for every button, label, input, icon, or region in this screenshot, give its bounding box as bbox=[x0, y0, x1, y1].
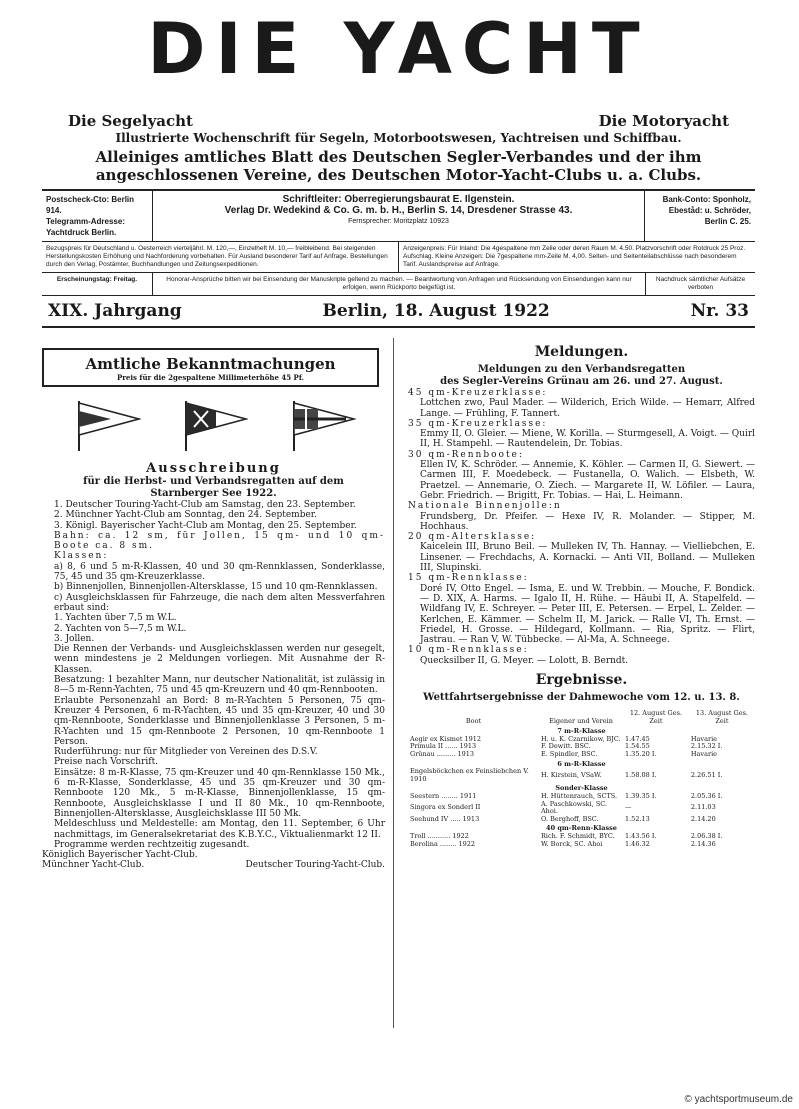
class-item: 3. Jollen. bbox=[54, 633, 95, 644]
bank-info bbox=[645, 191, 755, 241]
phone-line: Fernsprecher: Moritzplatz 10923 bbox=[348, 218, 449, 225]
results-heading: Ergebnisse. bbox=[535, 672, 628, 689]
postal-line: Telegramm-Adresse: bbox=[46, 217, 125, 226]
boat-cell: Primula II ...... 1913 bbox=[410, 742, 477, 751]
classes-heading: Klassen: bbox=[54, 551, 109, 562]
owner-cell: F. Dewitt. BSC. bbox=[540, 742, 591, 751]
col-boat: Boot bbox=[465, 716, 482, 725]
entry-class-heading: 30 qm-Rennboote: bbox=[408, 449, 524, 460]
time-aug12-cell: 1.43.56 I. bbox=[624, 831, 657, 840]
time-aug13-cell: 2.14.20 bbox=[690, 814, 716, 823]
time-aug13-cell: 2.06.38 I. bbox=[690, 831, 723, 840]
table-row bbox=[408, 768, 755, 783]
boat-cell: Singora ex Sonderl II bbox=[410, 803, 481, 812]
class-item: c) Ausgleichsklassen für Fahrzeuge, die nach dem alten Messverfahren erbaut sind: bbox=[54, 592, 385, 613]
time-aug13-cell: 2.05.36 I. bbox=[690, 791, 723, 800]
entries-heading: Meldungen. bbox=[534, 344, 629, 360]
signature-myc: Münchner Yacht-Club. bbox=[42, 860, 145, 871]
postal-line: Yachtdruck Berlin. bbox=[46, 228, 117, 237]
boat-cell: Aegir ex Kismet 1912 bbox=[410, 734, 482, 743]
crew-paragraph: Besatzung: 1 bezahlter Mann, nur deutscher Nationalität, ist zulässig in 8—5 m-Renn-Yachten, 75 und 45 qm-Kreuzern und 40 qm-Rennbooten. bbox=[54, 675, 385, 696]
issue-bar bbox=[42, 296, 755, 328]
issue-date: Berlin, 18. August 1922 bbox=[322, 301, 550, 321]
time-aug12-cell: 1.58.08 I. bbox=[624, 770, 657, 779]
watermark: © yachtsportmuseum.de bbox=[684, 1094, 793, 1105]
club-pennant-2-icon bbox=[178, 399, 248, 451]
table-row bbox=[408, 816, 755, 824]
entry-list: Ellen IV, K. Schröder. — Annemie, K. Köhler. — Carmen II, G. Siewert. — Carmen III, F. Moedebeck. — Fustanella, O. Walich. — Elsbeth, W. Praetzel. — Annemarie, O. Ziech. — Margarete II, W. Löfiler. — Laura, Gebr. Friedrich. — Brigitt, Fr. Tobias. — Hai, L. Heimann. bbox=[420, 460, 755, 501]
time-aug13-cell: 2.14.36 bbox=[690, 839, 716, 848]
postal-line: Postscheck-Cto: Berlin 914. bbox=[46, 195, 135, 215]
boat-cell: Troll ........... 1922 bbox=[410, 831, 469, 840]
table-row bbox=[408, 841, 755, 849]
subscription-price: Bezugspreis für Deutschland u. Oesterreich vierteljährl. M. 120,—, Einzelheft M. 10,— freibleibend. Bei steigenden Herstellungskosten Erhöhung und Nachforderung vorbehalten. Für Ausland besonderer Tarif auf Anfrage. Bestellungen durch den Verlag, Postämter, Buchhandlungen und Zeitungsexpeditionen. bbox=[46, 245, 388, 268]
regatta-item: 2. Münchner Yacht-Club am Sonntag, den 24. September. bbox=[54, 510, 317, 521]
club-pennant-3-icon bbox=[286, 399, 356, 451]
time-aug12-cell: 1.39.35 I. bbox=[624, 791, 657, 800]
entries-body bbox=[408, 388, 755, 666]
owner-cell: H. u. K. Czarnikow, BJC. bbox=[540, 734, 621, 743]
table-row bbox=[408, 801, 755, 816]
official-notices-box bbox=[42, 348, 379, 387]
steering-paragraph: Ruderführung: nur für Mitglieder von Vereinen des D.S.V. bbox=[54, 747, 318, 758]
owner-cell: W. Borck, SC. Ahoi bbox=[540, 839, 603, 848]
owner-cell: H. Kirstein, VSaW. bbox=[540, 770, 602, 779]
entries-sub-1: Meldungen zu den Verbandsregatten bbox=[477, 364, 686, 375]
entry-class-heading: 15 qm-Rennklasse: bbox=[408, 573, 529, 584]
time-aug12-cell: — bbox=[624, 803, 632, 812]
time-aug13-cell: 2.15.32 I. bbox=[690, 742, 723, 751]
masthead-title: DIE YACHT bbox=[147, 8, 650, 90]
programme-paragraph: Programme werden rechtzeitig zugesandt. bbox=[54, 839, 250, 850]
time-aug12-cell: 1.35.20 I. bbox=[624, 749, 657, 758]
time-aug12-cell: 1.46.32 bbox=[624, 839, 650, 848]
table-row bbox=[408, 751, 755, 759]
entry-class-heading: 35 qm-Kreuzerklasse: bbox=[408, 418, 548, 429]
right-subtitle: Die Motoryacht bbox=[598, 112, 729, 130]
boat-cell: Seehund IV ..... 1913 bbox=[410, 814, 480, 823]
notice-price: Preis für die 2gespaltene Millimeterhöhe 45 Pf. bbox=[116, 373, 305, 382]
terms-info bbox=[42, 273, 755, 296]
signature-kbyc: Königlich Bayerischer Yacht-Club. bbox=[42, 850, 198, 861]
time-aug13-cell: Havarie bbox=[690, 734, 718, 743]
bank-line: Berlin C. 25. bbox=[704, 217, 751, 226]
time-aug13-cell: Havarie bbox=[690, 749, 718, 758]
entry-list: Lottchen zwo, Paul Mader. — Wilderich, Erich Wilde. — Hemarr, Alfred Lange. — Frühling, F. Tannert. bbox=[420, 398, 755, 419]
reprint-notice: Nachdruck sämtlicher Aufsätze verboten bbox=[645, 273, 755, 295]
editor-line: Schriftleiter: Oberregierungsbaurat E. Ilgenstein. bbox=[282, 194, 515, 205]
class-item: b) Binnenjollen, Binnenjollen-Altersklasse, 15 und 10 qm-Rennklassen. bbox=[54, 582, 378, 593]
class-item: 2. Yachten von 5—7,5 m W.L. bbox=[54, 623, 187, 634]
results-subheading: Wettfahrtsergebnisse der Dahmewoche vom 12. u. 13. 8. bbox=[423, 692, 740, 704]
entries-sub-2: des Segler-Vereins Grünau am 26. und 27. August. bbox=[440, 376, 723, 387]
announcement-sub-1: für die Herbst- und Verbandsregatten auf dem bbox=[83, 476, 344, 487]
volume: XIX. Jahrgang bbox=[48, 301, 182, 321]
persons-paragraph: Erlaubte Personenzahl an Bord: 8 m-R-Yachten 5 Personen, 75 qm-Kreuzer 4 Personen, 6 m-R-Yachten, 45 und 35 qm-Kreuzer, 40 und 30 qm-Rennboote, Sonderklasse und Binnenjollenklasse 3 Personen, 5 m-R-Yachten und 15 qm-Rennboote 2 Personen, 10 qm-Rennboote 1 Person. bbox=[54, 695, 385, 747]
entry-class-heading: 20 qm-Altersklasse: bbox=[408, 532, 537, 543]
publisher-info bbox=[42, 189, 755, 242]
columns bbox=[42, 338, 755, 1028]
time-aug13-cell: 2.26.51 I. bbox=[690, 770, 723, 779]
owner-cell: Rich. F. Schmidt, BYC. bbox=[540, 831, 615, 840]
deadline-paragraph: Meldeschluss und Meldestelle: am Montag, den 11. September, 6 Uhr nachmittags, im Generalsekretariat des K.B.Y.C., Viktualienmarkt 12 II. bbox=[54, 819, 385, 840]
results-body bbox=[408, 726, 755, 848]
entry-list: Emmy II, O. Gleier. — Miene, W. Korilla. — Sturmgesell, A. Voigt. — Quirl II, H. Stampehl. — Rautendelein, Dr. Tobias. bbox=[420, 429, 755, 450]
signature-row bbox=[42, 860, 385, 870]
club-flags bbox=[42, 399, 385, 457]
masthead-subtitles bbox=[42, 112, 755, 130]
notice-title: Amtliche Bekanntmachungen bbox=[85, 355, 336, 373]
official-line-2: angeschlossenen Vereine, des Deutschen Motor-Yacht-Clubs u. a. Clubs. bbox=[95, 166, 702, 184]
time-aug12-cell: 1.52.13 bbox=[624, 814, 650, 823]
postal-info bbox=[42, 191, 152, 241]
entry-class-heading: 45 qm-Kreuzerklasse: bbox=[408, 388, 548, 398]
signature-dtyc: Deutscher Touring-Yacht-Club. bbox=[245, 860, 385, 871]
boat-cell: Seestern ........ 1911 bbox=[410, 791, 477, 800]
announcement-body bbox=[42, 500, 385, 871]
owner-cell: E. Spindler, BSC. bbox=[540, 749, 598, 758]
entry-list: Kaicelein III, Bruno Beil. — Mulleken IV, Th. Hannay. — Vielliebchen, E. Linsener. — Frechdachs, A. Kornacki. — Anti VII, Bolland. — Mulleken III, Slupinski. bbox=[420, 542, 755, 574]
owner-cell: A. Paschkowski, SC. Ahoi. bbox=[540, 799, 608, 816]
results-header-row bbox=[408, 709, 755, 726]
submission-terms: Honorar-Ansprüche bitten wir bei Einsendung der Manuskripte geltend zu machen. — Beantwortung von Anfragen und Rücksendung von Einsendungen kann nur erfolgen, wenn Rückporto beigefügt ist. bbox=[152, 273, 645, 295]
rules-paragraph: Die Rennen der Verbands- und Ausgleichsklassen werden nur gesegelt, wenn mindestens je 2 Meldungen vorliegen. Mit Ausnahme der R-Klassen. bbox=[54, 644, 385, 675]
regatta-item: 1. Deutscher Touring-Yacht-Club am Samstag, den 23. September. bbox=[54, 500, 356, 510]
entry-list: Frundsberg, Dr. Pfeifer. — Hexe IV, R. Molander. — Stipper, M. Hochhaus. bbox=[420, 511, 755, 532]
prizes-paragraph: Preise nach Vorschrift. bbox=[54, 757, 159, 768]
results-table bbox=[408, 709, 755, 848]
entry-class-heading: 10 qm-Rennklasse: bbox=[408, 645, 529, 656]
col-aug-12: 12. August Ges. Zeit bbox=[629, 709, 682, 725]
boat-cell: Grünau ......... 1913 bbox=[410, 749, 475, 758]
col-aug-13: 13. August Ges. Zeit bbox=[695, 709, 748, 725]
ad-price: Anzeigenpreis: Für Inland: Die 4gespaltene mm Zeile oder deren Raum M. 4.50. Platzvorschrift oder Rotdruck 25 Proz. Aufschlag. Kleine Anzeigen: Die 7gespaltene mm-Zeile M. 4,00. Selten- und Seitenteilabschlüsse nach besonderem Tarif. Auslandspreise auf Anfrage. bbox=[398, 242, 755, 272]
class-label: 40 qm-Renn-Klasse bbox=[546, 824, 617, 833]
club-pennant-1-icon bbox=[71, 399, 141, 451]
left-subtitle: Die Segelyacht bbox=[68, 112, 193, 130]
editor-info bbox=[152, 191, 645, 241]
fees-paragraph: Einsätze: 8 m-R-Klasse, 75 qm-Kreuzer und 40 qm-Rennklasse 150 Mk., 6 m-R-Klasse, Sonderklasse, 45 und 35 qm-Kreuzer und 30 qm-Rennboote 120 Mk., 5 m-R-Klasse, Binnenjollenklasse, 15 qm-Rennboote, Ausgleichsklasse I und II 80 Mk., 10 qm-Rennboote, Binnenjollen-Altersklasse, Ausgleichsklasse III 50 Mk. bbox=[54, 767, 385, 819]
left-column bbox=[42, 338, 394, 1028]
right-column bbox=[394, 338, 755, 1028]
boat-cell: Engelsböckchen ex Feinsliebchen V. 1910 bbox=[410, 767, 529, 783]
boat-cell: Berolina ........ 1922 bbox=[410, 839, 476, 848]
official-line-1: Alleiniges amtliches Blatt des Deutschen Segler-Verbandes und der ihm bbox=[95, 148, 702, 166]
time-aug13-cell: 2.11.03 bbox=[690, 803, 716, 812]
official-statement bbox=[42, 148, 755, 184]
course-info: Bahn: ca. 12 sm, für Jollen, 15 qm- und 10 qm-Boote ca. 8 sm. bbox=[54, 530, 385, 552]
time-aug12-cell: 1.54.55 bbox=[624, 742, 650, 751]
price-info bbox=[42, 242, 755, 273]
time-aug12-cell: 1.47.45 bbox=[624, 734, 650, 743]
class-label: 6 m-R-Klasse bbox=[557, 759, 606, 768]
owner-cell: O. Berghoff, BSC. bbox=[540, 814, 599, 823]
entry-list: Doré IV, Otto Engel. — Isma, E. und W. Trebbin. — Mouche, F. Bondick. — D. XIX, A. Harms. — Igalo II, H. Rühe. — Häubi II, A. Stapelfeld. — Wildfang IV, E. Schreyer. — Peter III, E. Petersen. — Erpel, L. Zelder. — Kerlchen, E. Kämmer. — Schelm II, M. Jarick. — Ralle VI, Th. Ernst. — Friedel, H. Grosse. — Hildegard, Kollmann. — Ria, Spritz. — Flirt, Jastrau. — Ran V, W. Tübbecke. — Al-Ma, A. Schneege. bbox=[420, 583, 755, 646]
class-item: a) 8, 6 und 5 m-R-Klassen, 40 und 30 qm-Rennklassen, Sonderklasse, 75, 45 und 35 qm-Kreuzerklasse. bbox=[54, 561, 385, 583]
publisher-line: Verlag Dr. Wedekind & Co. G. m. b. H., Berlin S. 14, Dresdener Strasse 43. bbox=[224, 205, 573, 216]
publication-day: Erscheinungstag: Freitag. bbox=[56, 276, 138, 283]
bank-line: Ebeståd: u. Schröder, bbox=[668, 206, 751, 215]
owner-cell: H. Hüttenrauch, SCTS. bbox=[540, 791, 618, 800]
bank-line: Bank-Conto: Sponholz, bbox=[662, 195, 751, 204]
announcement-heading: Ausschreibung bbox=[146, 461, 281, 476]
col-owner: Eigener und Verein bbox=[549, 716, 613, 725]
issue-number: Nr. 33 bbox=[690, 301, 749, 321]
entry-list: Quecksilber II, G. Meyer. — Lolott, B. Berndt. bbox=[420, 655, 629, 666]
class-label: Sonder-Klasse bbox=[555, 784, 608, 793]
regatta-item: 3. Königl. Bayerischer Yacht-Club am Montag, den 25. September. bbox=[54, 520, 357, 531]
class-item: 1. Yachten über 7,5 m W.L. bbox=[54, 613, 177, 624]
announcement-sub-2: Starnberger See 1922. bbox=[150, 488, 277, 499]
entry-class-heading: Nationale Binnenjolle:n bbox=[408, 501, 562, 512]
class-label: 7 m-R-Klasse bbox=[557, 727, 606, 736]
tagline: Illustrierte Wochenschrift für Segeln, Motorbootswesen, Yachtreisen und Schiffbau. bbox=[115, 131, 682, 145]
